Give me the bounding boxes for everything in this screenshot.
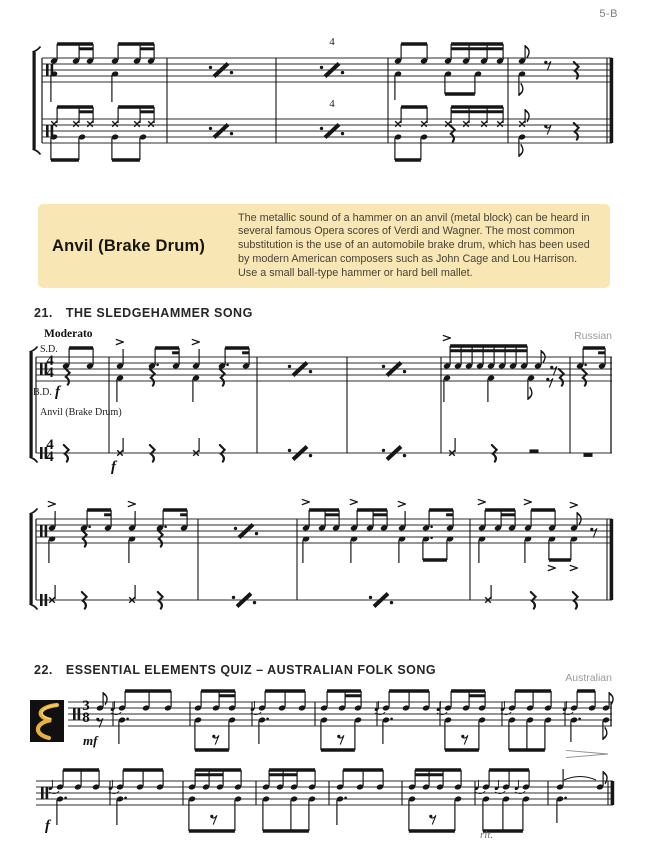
song21-anvil-time-sig-upper: 4: [46, 437, 54, 453]
song21-origin: Russian: [574, 330, 612, 342]
snare-drum-label: S.D.: [40, 344, 58, 355]
song22-title: ESSENTIAL ELEMENTS QUIZ – AUSTRALIAN FOLK SONG: [65, 663, 437, 677]
song21-time-sig-upper: 4: [46, 353, 54, 369]
repeat-count-bottom-staff: 4: [329, 98, 335, 110]
page-number: 5-B: [599, 8, 618, 20]
tempo-marking: Moderato: [44, 328, 93, 340]
song21-time-sig-lower: 4: [46, 365, 54, 381]
song21-forte-snare: f: [55, 384, 60, 400]
info-box-title: Anvil (Brake Drum): [52, 236, 206, 255]
anvil-staff-label: Anvil (Brake Drum): [40, 407, 122, 418]
song22-time-sig-upper: 3: [82, 698, 90, 714]
anvil-info-box: [38, 204, 610, 288]
repeat-count-top-staff: 4: [329, 36, 335, 48]
song22-header: [34, 663, 436, 677]
song21-anvil-time-sig-lower: 4: [46, 449, 54, 465]
info-box-body: The metallic sound of a hammer on an anvil (metal block) can be heard in several famous Opera scores of Verdi and Wagner. The most common substitution is the use of an automobile brake drum, which has been used by modern American composers such as John Cage and Lou Harrison. Use a small ball-type hammer or hard bell mallet.: [238, 211, 590, 279]
song21-forte-anvil: f: [111, 459, 116, 475]
song22-mezzo-forte: mf: [83, 733, 98, 748]
song22-forte: f: [45, 818, 50, 834]
song22-number: 22.: [34, 663, 53, 677]
ritardando-marking: rit.: [480, 829, 494, 841]
song21-title: THE SLEDGEHAMMER SONG: [65, 306, 253, 320]
song21-header: [34, 306, 253, 320]
song21-number: 21.: [34, 306, 53, 320]
song22-time-sig-lower: 8: [82, 710, 90, 726]
song22-origin: Australian: [565, 672, 612, 684]
bass-drum-label: B.D.: [33, 387, 52, 398]
